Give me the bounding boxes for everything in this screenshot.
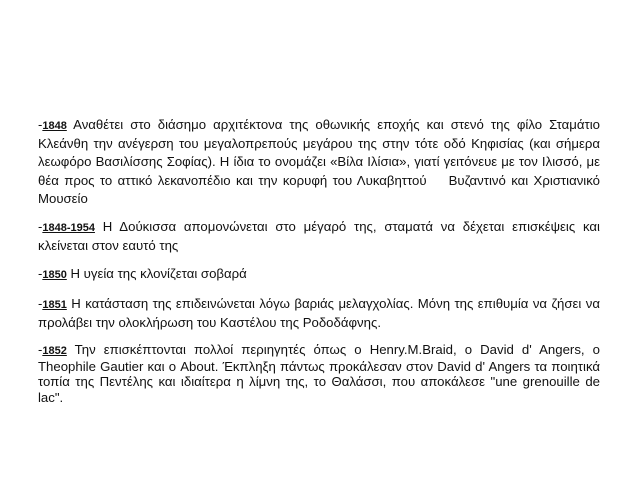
paragraph-1848 <box>38 116 600 208</box>
year-label: 1848-1954 <box>42 222 95 235</box>
dash-prefix: - <box>38 266 43 282</box>
paragraph-1850 <box>38 265 600 284</box>
paragraph-text: Η υγεία της κλονίζεται σοβαρά <box>66 266 247 282</box>
paragraph-tail: Βυζαντινό και Χριστιανικό Μουσείο <box>38 172 600 206</box>
paragraph-text: Η Δούκισσα απομονώνεται στο μέγαρό της, σταματά να δέχεται επισκέψεις και κλείνεται στον εαυτό της <box>38 219 600 254</box>
paragraph-1848-1954 <box>38 218 600 255</box>
dash-prefix: - <box>38 295 43 311</box>
dash-prefix: - <box>38 117 43 132</box>
year-label: 1850 <box>42 269 67 282</box>
year-label: 1851 <box>42 298 67 311</box>
year-label: 1852 <box>42 345 67 358</box>
dash-prefix: - <box>38 342 43 358</box>
dash-prefix: - <box>38 219 43 235</box>
slide-body <box>38 116 600 415</box>
paragraph-text: Η κατάσταση της επιδεινώνεται λόγω βαριάς μελαγχολίας. Μόνη της επιθυμία να ζήσει να προλάβει την ολοκλήρωση του Καστέλου της Ροδοδάφνης. <box>38 295 600 330</box>
year-label: 1848 <box>42 120 67 132</box>
paragraph-text: Αναθέτει στο διάσημο αρχιτέκτονα της οθωνικής εποχής και στενό της φίλο Σταμάτιο Κλεάνθη την ανέγερση του μεγαλοπρεπούς μεγάρου της στην τότε οδό Κηφισίας (και σήμερα λεωφόρο Βασιλίσσης Σοφίας). Η ίδια το ονομάζει «Βίλα Ιλίσια», γιατί γειτόνευε με τον Ιλισσό, με θέα προς το αττικό λεκανοπέδιο και την κορυφή του Λυκαβηττού <box>38 117 600 188</box>
paragraph-text: Την επισκέπτονται πολλοί περιηγητές όπως ο Henry.M.Braid, ο David d' Angers, ο Theophile Gautier και ο About. Έκπληξη πάντως προκάλεσαν στον David d' Angers τα ποιητικά τοπία της Πεντέλης και ιδιαίτερα η λίμνη της, το Θαλάσσι, που αποκάλεσε "une grenouille de lac". <box>38 342 600 405</box>
paragraph-1851 <box>38 295 600 332</box>
paragraph-1852 <box>38 342 600 405</box>
